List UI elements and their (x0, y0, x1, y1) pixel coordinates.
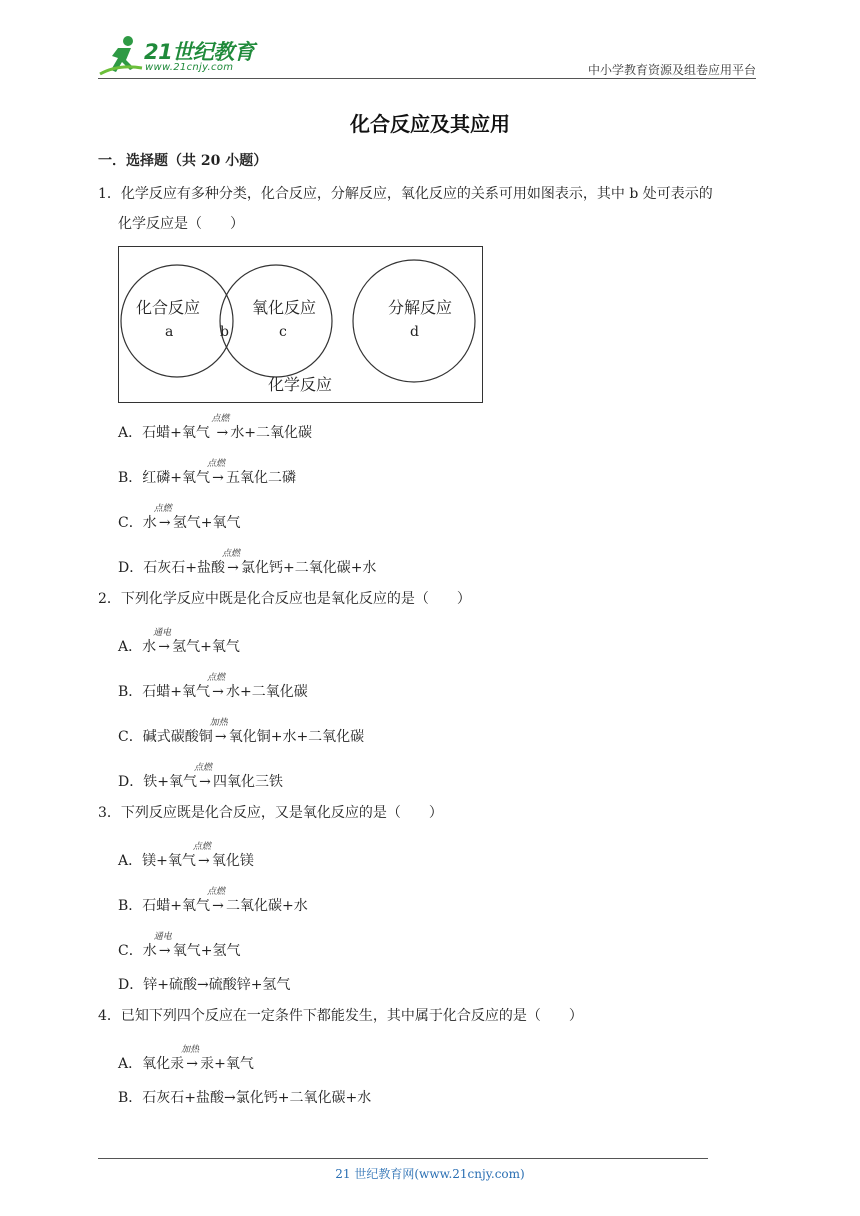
q1-option-b[interactable] (118, 459, 297, 487)
option-label: A． (118, 425, 143, 441)
arrow-glyph: → (212, 684, 224, 700)
reaction-condition: 点燃 (153, 504, 172, 514)
reaction-condition: 点燃 (193, 763, 212, 773)
region-b: b (220, 324, 229, 340)
reaction-condition: 点燃 (192, 842, 211, 852)
arrow-glyph: → (186, 1056, 198, 1072)
option-label: C． (118, 515, 143, 531)
reactants: 石灰石+盐酸 (143, 560, 225, 576)
reactants: 水 (142, 943, 157, 959)
region-d: d (410, 324, 419, 340)
question-1-stem (98, 179, 768, 239)
reactants: 红磷+氧气 (142, 470, 211, 486)
reactants: 铁+氧气 (143, 774, 197, 790)
arrow-glyph: → (227, 560, 239, 576)
reactants: 石蜡+氧气 (142, 425, 210, 441)
option-label: D． (118, 560, 144, 576)
region-c: c (279, 324, 287, 340)
question-1-line2: 化学反应是（ ） (118, 216, 244, 232)
reaction-arrow (153, 628, 172, 655)
label-decomposition: 分解反应 (388, 298, 453, 317)
option-label: D． (118, 774, 144, 790)
runner-logo-icon (98, 34, 146, 78)
circle-oxidation (220, 265, 332, 377)
arrow-glyph: → (196, 977, 209, 993)
q4-option-b[interactable] (118, 1087, 371, 1107)
reactants: 碱式碳酸铜 (142, 729, 213, 745)
reactants: 石灰石+盐酸 (142, 1090, 225, 1106)
arrow-glyph: → (216, 425, 229, 441)
reaction-condition: 点燃 (207, 673, 226, 683)
products: 氢气+氧气 (172, 639, 240, 655)
arrow-glyph: → (158, 639, 170, 655)
q1-option-c[interactable] (118, 504, 241, 532)
question-1-line1: 1．化学反应有多种分类，化合反应，分解反应，氧化反应的关系可用如图表示，其中 b 处可表示的 (98, 186, 713, 202)
q2-option-d[interactable] (118, 763, 283, 791)
reactants: 镁+氧气 (142, 853, 196, 869)
arrow-glyph: → (224, 1090, 236, 1106)
reactants: 石蜡+氧气 (142, 684, 211, 700)
reactants: 石蜡+氧气 (142, 898, 211, 914)
reaction-arrow (153, 932, 173, 959)
footer-divider (98, 1158, 708, 1159)
option-label: B． (118, 898, 143, 914)
reaction-condition: 点燃 (207, 459, 226, 469)
arrow-glyph: → (212, 470, 224, 486)
option-label: A． (118, 639, 143, 655)
diagram-caption: 化学反应 (268, 375, 333, 394)
products: 氧化镁 (211, 853, 254, 869)
question-4-stem: 4．已知下列四个反应在一定条件下都能发生，其中属于化合反应的是（ ） (98, 1008, 583, 1024)
q3-option-c[interactable] (118, 932, 241, 960)
footer-link[interactable]: 21 世纪教育网(www.21cnjy.com) (335, 1167, 525, 1181)
region-a: a (165, 324, 174, 340)
q3-option-d[interactable] (118, 974, 290, 994)
arrow-glyph: → (197, 853, 210, 869)
products: 四氧化三铁 (212, 774, 283, 790)
header-divider (98, 78, 756, 79)
reaction-condition: 通电 (153, 628, 172, 638)
reaction-condition: 加热 (181, 1045, 200, 1055)
option-label: A． (118, 1056, 143, 1072)
platform-label: 中小学教育资源及组卷应用平台 (587, 63, 756, 77)
arrow-glyph: → (158, 943, 171, 959)
arrow-glyph: → (199, 774, 211, 790)
q4-option-a[interactable] (118, 1045, 254, 1073)
option-label: B． (118, 1090, 143, 1106)
logo-url: www.21cnjy.com (145, 62, 234, 73)
q1-option-a[interactable] (118, 414, 313, 442)
products: 氧气+氢气 (172, 943, 241, 959)
reaction-arrow (153, 504, 173, 531)
reaction-arrow (181, 1045, 200, 1072)
q3-option-a[interactable] (118, 842, 254, 870)
option-label: B． (118, 470, 143, 486)
products: 硫酸锌+氢气 (208, 977, 291, 993)
products: 汞+氧气 (200, 1056, 254, 1072)
reaction-arrow (193, 763, 213, 790)
reaction-condition: 点燃 (207, 887, 226, 897)
q2-option-a[interactable] (118, 628, 240, 656)
venn-diagram (118, 246, 483, 403)
reactants: 水 (142, 639, 157, 655)
reaction-condition: 通电 (153, 932, 172, 942)
arrow-glyph: → (158, 515, 171, 531)
option-label: A． (118, 853, 143, 869)
reaction-arrow (207, 673, 226, 700)
circle-combination (121, 265, 233, 377)
arrow-glyph: → (212, 898, 224, 914)
q1-option-d[interactable] (118, 549, 377, 577)
products: 氧化铜+水+二氧化碳 (228, 729, 365, 745)
reactants: 锌+硫酸 (143, 977, 197, 993)
circle-decomposition (353, 260, 475, 382)
option-label: C． (118, 729, 143, 745)
option-label: B． (118, 684, 143, 700)
label-oxidation: 氧化反应 (252, 298, 317, 317)
label-combination: 化合反应 (136, 298, 201, 317)
reaction-condition: 加热 (209, 718, 228, 728)
reaction-arrow (209, 718, 229, 745)
products: 二氧化碳+水 (226, 898, 308, 914)
reaction-arrow (207, 459, 226, 486)
option-label: D． (118, 977, 144, 993)
question-2-stem: 2．下列化学反应中既是化合反应也是氧化反应的是（ ） (98, 591, 471, 607)
section-heading: 一．选择题（共 20 小题） (98, 153, 268, 169)
page-header (98, 34, 756, 80)
reactants: 氧化汞 (142, 1056, 185, 1072)
reaction-condition: 点燃 (221, 549, 240, 559)
option-label: C． (118, 943, 143, 959)
products: 水+二氧化碳 (226, 684, 308, 700)
products: 水+二氧化碳 (230, 425, 313, 441)
q2-option-c[interactable] (118, 718, 365, 746)
reaction-arrow (207, 887, 226, 914)
reaction-arrow (211, 414, 230, 441)
products: 氯化钙+二氧化碳+水 (235, 1090, 372, 1106)
reactants: 水 (142, 515, 157, 531)
reaction-condition: 点燃 (211, 414, 230, 424)
page-title: 化合反应及其应用 (350, 112, 510, 136)
products: 五氧化二磷 (226, 470, 297, 486)
question-3-stem: 3．下列反应既是化合反应，又是氧化反应的是（ ） (98, 805, 443, 821)
reaction-arrow (221, 549, 241, 576)
reaction-arrow (192, 842, 212, 869)
logo-text: 21世纪教育 (144, 40, 255, 64)
q2-option-b[interactable] (118, 673, 308, 701)
arrow-glyph: → (214, 729, 227, 745)
products: 氯化钙+二氧化碳+水 (240, 560, 377, 576)
products: 氢气+氧气 (172, 515, 241, 531)
q3-option-b[interactable] (118, 887, 308, 915)
site-logo[interactable] (98, 34, 268, 78)
